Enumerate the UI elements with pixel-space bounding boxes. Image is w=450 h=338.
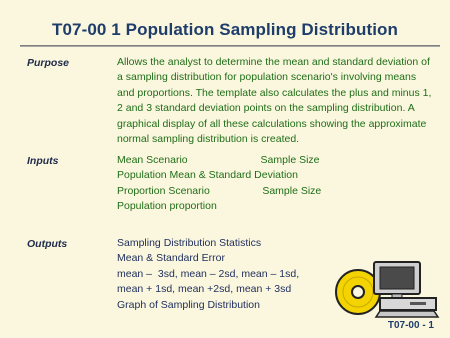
slide-title: T07-00 1 Population Sampling Distribution: [51, 20, 399, 39]
computer-cd-clipart-icon: [330, 256, 440, 318]
outputs-label: Outputs: [27, 238, 68, 250]
outputs-line: mean – 3sd, mean – 2sd, mean – 1sd,: [117, 267, 300, 280]
purpose-label: Purpose: [27, 57, 70, 69]
slide-number: T07-00 - 1: [387, 320, 434, 331]
inputs-line: Mean Scenario Sample Size: [117, 154, 320, 166]
purpose-text: Allows the analyst to determine the mean and standard deviation of a sampling distribution for population scenario's involving means and proportions. The template also calculates the plus and minus 1, 2 and 3 standard deviation points on the sampling distribution. A graphical display of all these calculations showing the approximate normal sampling distribution is created.: [117, 56, 432, 146]
inputs-line: Population Mean & Standard Deviation: [117, 169, 298, 182]
inputs-list: [117, 153, 435, 215]
outputs-line: Sampling Distribution Statistics: [117, 237, 262, 249]
inputs-line: Population proportion: [117, 200, 217, 213]
title-divider: [20, 45, 440, 47]
outputs-line: Graph of Sampling Distribution: [117, 298, 260, 311]
inputs-label: Inputs: [27, 155, 59, 167]
outputs-line: Mean & Standard Error: [117, 252, 225, 265]
inputs-line: Proportion Scenario Sample Size: [117, 184, 322, 197]
outputs-line: mean + 1sd, mean +2sd, mean + 3sd: [117, 283, 292, 296]
